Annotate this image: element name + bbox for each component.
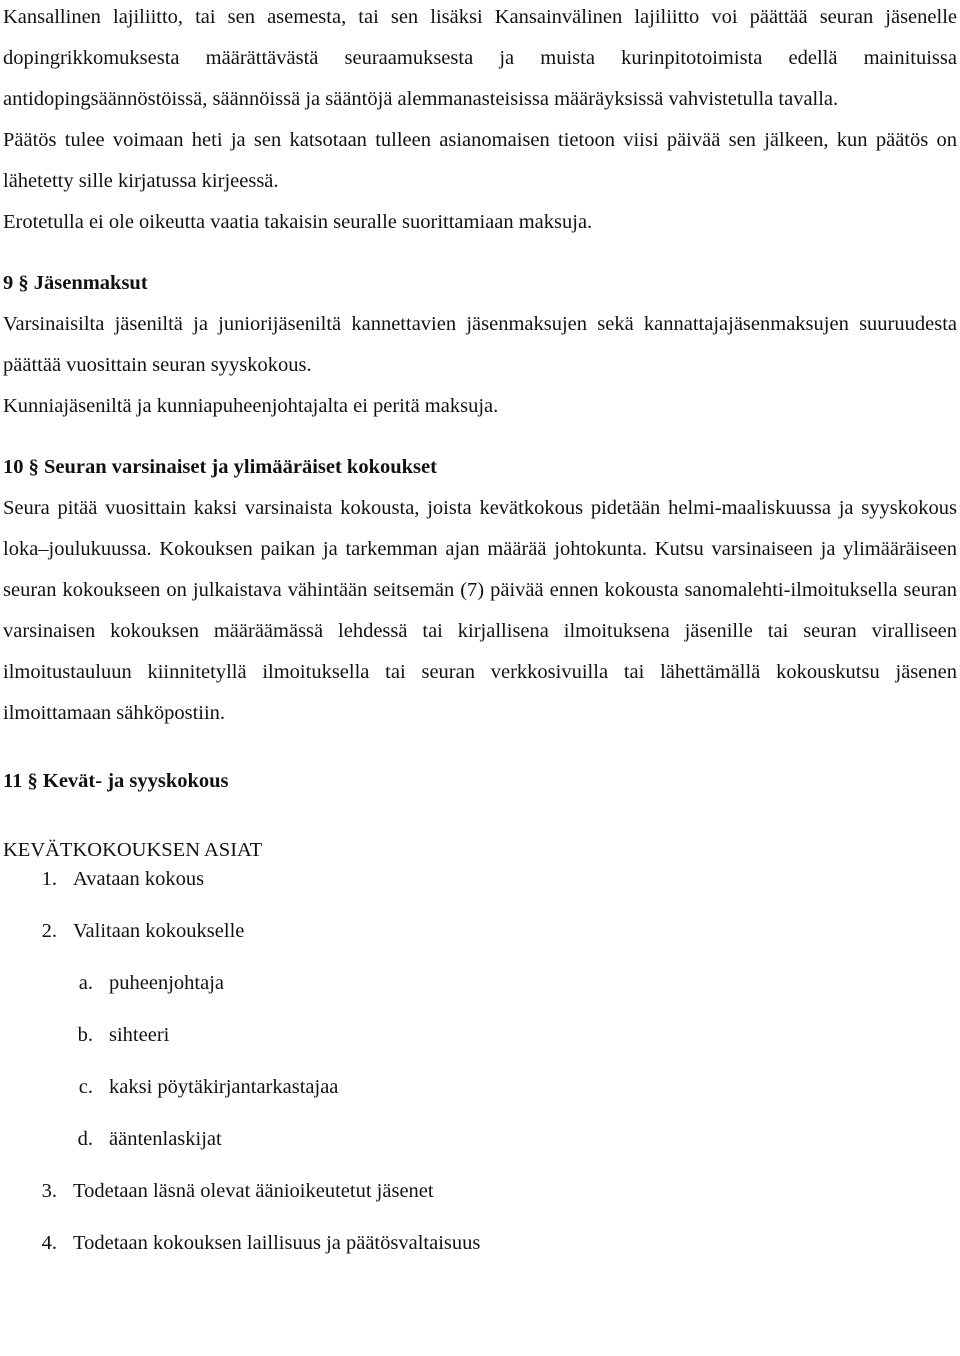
agenda-subitem: [3, 1073, 957, 1125]
section-10-heading: 10 § Seuran varsinaiset ja ylimääräiset kokoukset: [3, 456, 437, 478]
paragraph-no-refund: Erotetulla ei ole oikeutta vaatia takaisin seuralle suorittamiaan maksuja.: [3, 211, 593, 233]
paragraph-decision-effective: Päätös tulee voimaan heti ja sen katsotaan tulleen asianomaisen tietoon viisi päivää sen jälkeen, kun päätös on lähetetty sille kirjatussa kirjeessä.: [3, 129, 957, 192]
agenda-item: [3, 865, 957, 917]
agenda-subitem: [3, 1021, 957, 1073]
agenda-item-text: Avataan kokous: [73, 868, 205, 890]
agenda-item-text: Todetaan läsnä olevat äänioikeutetut jäsenet: [73, 1180, 434, 1202]
agenda-subitem: [3, 969, 957, 1021]
paragraph-sanctions: Kansallinen lajiliitto, tai sen asemesta, tai sen lisäksi Kansainvälinen lajiliitto voi päättää seuran jäsenelle dopingrikkomuksesta määrättävästä seuraamuksesta ja muista kurinpitotoimista edellä mainituissa antidopingsäännöstöissä, säännöissä ja sääntöjä alemmanasteisissa määräyksissä vahvistetulla tavalla.: [3, 6, 957, 110]
agenda-item-number: 2.: [41, 920, 57, 942]
spring-meeting-agenda-list: [3, 865, 957, 1281]
agenda-item-number: 1.: [41, 868, 57, 890]
agenda-item: [3, 917, 957, 969]
section-9-heading: 9 § Jäsenmaksut: [3, 272, 148, 294]
agenda-item-text: Todetaan kokouksen laillisuus ja päätösvaltaisuus: [73, 1232, 481, 1254]
document-page: [3, 0, 957, 1281]
section-11-heading: 11 § Kevät- ja syyskokous: [3, 770, 229, 792]
agenda-subitem-text: ääntenlaskijat: [109, 1128, 222, 1150]
agenda-subitem-letter: b.: [77, 1024, 93, 1046]
agenda-subitem-text: sihteeri: [109, 1024, 170, 1046]
agenda-item-number: 3.: [41, 1180, 57, 1202]
paragraph-honorary-members: Kunniajäseniltä ja kunniapuheenjohtajalta ei peritä maksuja.: [3, 395, 499, 417]
agenda-subitem: [3, 1125, 957, 1177]
agenda-subitem-letter: c.: [78, 1076, 93, 1098]
paragraph-membership-fees: Varsinaisilta jäseniltä ja juniorijäseniltä kannettavien jäsenmaksujen sekä kannattajajäsenmaksujen suuruudesta päättää vuosittain seuran syyskokous.: [3, 313, 957, 376]
agenda-subitem-text: puheenjohtaja: [109, 972, 224, 994]
agenda-subitem-text: kaksi pöytäkirjantarkastajaa: [109, 1076, 339, 1098]
agenda-subitem-letter: a.: [78, 972, 93, 994]
agenda-item-text: Valitaan kokoukselle: [73, 920, 245, 942]
agenda-item: [3, 1177, 957, 1229]
spring-meeting-subheading: KEVÄTKOKOUKSEN ASIAT: [3, 839, 263, 861]
agenda-item: [3, 1229, 957, 1281]
paragraph-meetings: Seura pitää vuosittain kaksi varsinaista kokousta, joista kevätkokous pidetään helmi-maaliskuussa ja syyskokous loka–joulukuussa. Kokouksen paikan ja tarkemman ajan määrää johtokunta. Kutsu varsinaiseen ja ylimääräiseen seuran kokoukseen on julkaistava vähintään seitsemän (7) päivää ennen kokousta sanomalehti-ilmoituksella seuran varsinaisen kokouksen määräämässä lehdessä tai kirjallisena ilmoituksena jäsenille tai seuran viralliseen ilmoitustauluun kiinnitetyllä ilmoituksella tai seuran verkkosivuilla tai lähettämällä kokouskutsu jäsenen ilmoittamaan sähköpostiin.: [3, 497, 957, 724]
agenda-subitem-letter: d.: [77, 1128, 93, 1150]
agenda-item-number: 4.: [41, 1232, 57, 1254]
